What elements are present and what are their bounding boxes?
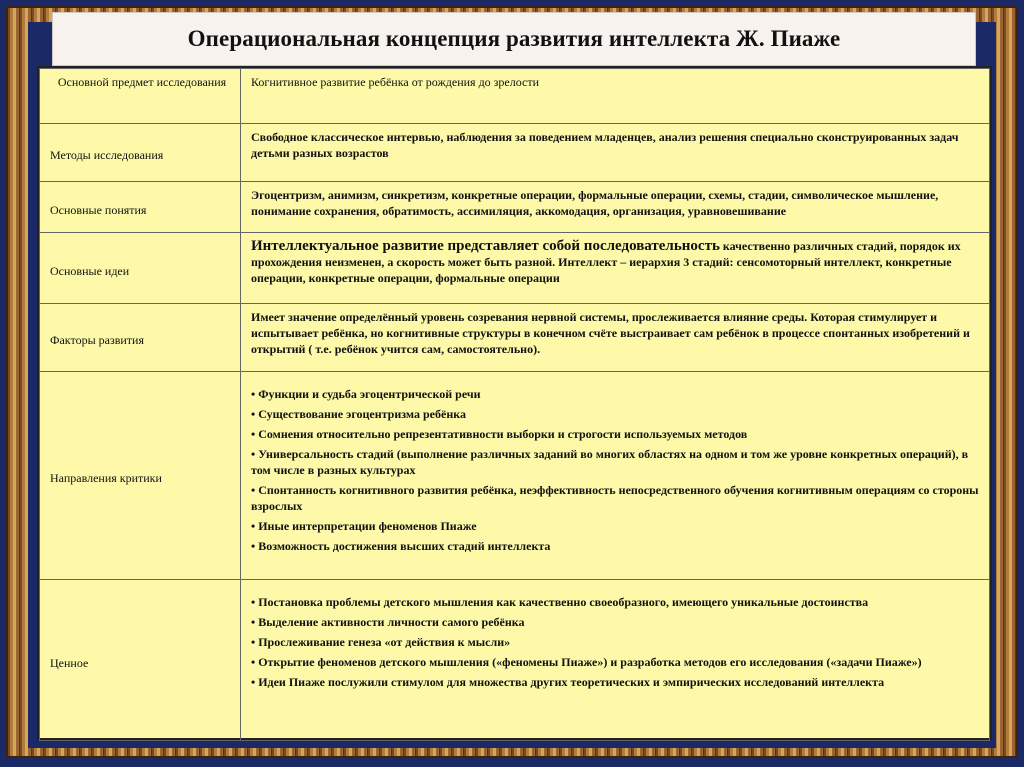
row-content [241, 372, 990, 580]
row-content: Имеет значение определённый уровень созревания нервной системы, прослеживается влияние среды. Которая стимулирует и испытывает ребёнка, но когнитивные структуры в конечном счёте выстраивает сам ребёнок в процессе спонтанных изобретений и открытий ( т.е. ребёнок учится сам, самостоятельно). [241, 304, 990, 372]
row-label: Направления критики [40, 372, 241, 580]
list-item: • Существование эгоцентризма ребёнка [251, 407, 466, 421]
row-label: Основные понятия [40, 182, 241, 233]
row-label: Основные идеи [40, 233, 241, 304]
page-title: Операциональная концепция развития интеллекта Ж. Пиаже [187, 26, 841, 51]
row-content: Эгоцентризм, анимизм, синкретизм, конкретные операции, формальные операции, схемы, стадии, символическое мышление, понимание сохранения, обратимость, ассимиляция, аккомодация, организация, уравновешивание [241, 182, 990, 233]
table-row [40, 182, 990, 233]
list-item: • Универсальность стадий (выполнение различных заданий во многих областях на одном и том же уровне конкретных операций), в том числе в разных культурах [251, 447, 969, 477]
key-idea-lead: Интеллектуальное развитие представляет собой последовательность [251, 238, 720, 254]
table-row [40, 304, 990, 372]
table-row [40, 372, 990, 580]
list-item: • Выделение активности личности самого ребёнка [251, 615, 525, 629]
row-content [241, 233, 990, 304]
value-list [251, 594, 981, 690]
title-banner [52, 12, 976, 66]
row-content: Свободное классическое интервью, наблюдения за поведением младенцев, анализ решения специально сконструированных задач детьми разных возрастов [241, 124, 990, 182]
row-label: Факторы развития [40, 304, 241, 372]
list-item: • Функции и судьба эгоцентрической речи [251, 387, 481, 401]
key-idea-rest: качественно различных стадий, порядок их прохождения неизменен, а скорость может быть разной. Интеллект – иерархия 3 стадий: сенсомоторный интеллект, конкретные операции, конкретные операции, формальные операции [251, 239, 961, 285]
row-content [241, 580, 990, 741]
list-item: • Сомнения относительно репрезентативности выборки и строгости используемых методов [251, 427, 748, 441]
row-content: Когнитивное развитие ребёнка от рождения до зрелости [241, 69, 990, 124]
list-item: • Постановка проблемы детского мышления как качественно своеобразного, имеющего уникальные достоинства [251, 595, 869, 609]
list-item: • Возможность достижения высших стадий интеллекта [251, 539, 551, 553]
critique-list [251, 386, 981, 554]
list-item: • Спонтанность когнитивного развития ребёнка, неэффективность непосредственного обучения когнитивным операциям со стороны взрослых [251, 483, 979, 513]
row-label: Методы исследования [40, 124, 241, 182]
list-item: • Идеи Пиаже послужили стимулом для множества других теоретических и эмпирических исследований интеллекта [251, 675, 885, 689]
concept-table [37, 66, 992, 740]
table-row [40, 124, 990, 182]
row-label: Ценное [40, 580, 241, 741]
table-row [40, 580, 990, 741]
table-row [40, 233, 990, 304]
list-item: • Открытие феноменов детского мышления («феномены Пиаже») и разработка методов его исследования («задачи Пиаже») [251, 655, 922, 669]
table-row [40, 69, 990, 124]
list-item: • Иные интерпретации феноменов Пиаже [251, 519, 477, 533]
list-item: • Прослеживание генеза «от действия к мысли» [251, 635, 511, 649]
row-label: Основной предмет исследования [40, 69, 241, 124]
